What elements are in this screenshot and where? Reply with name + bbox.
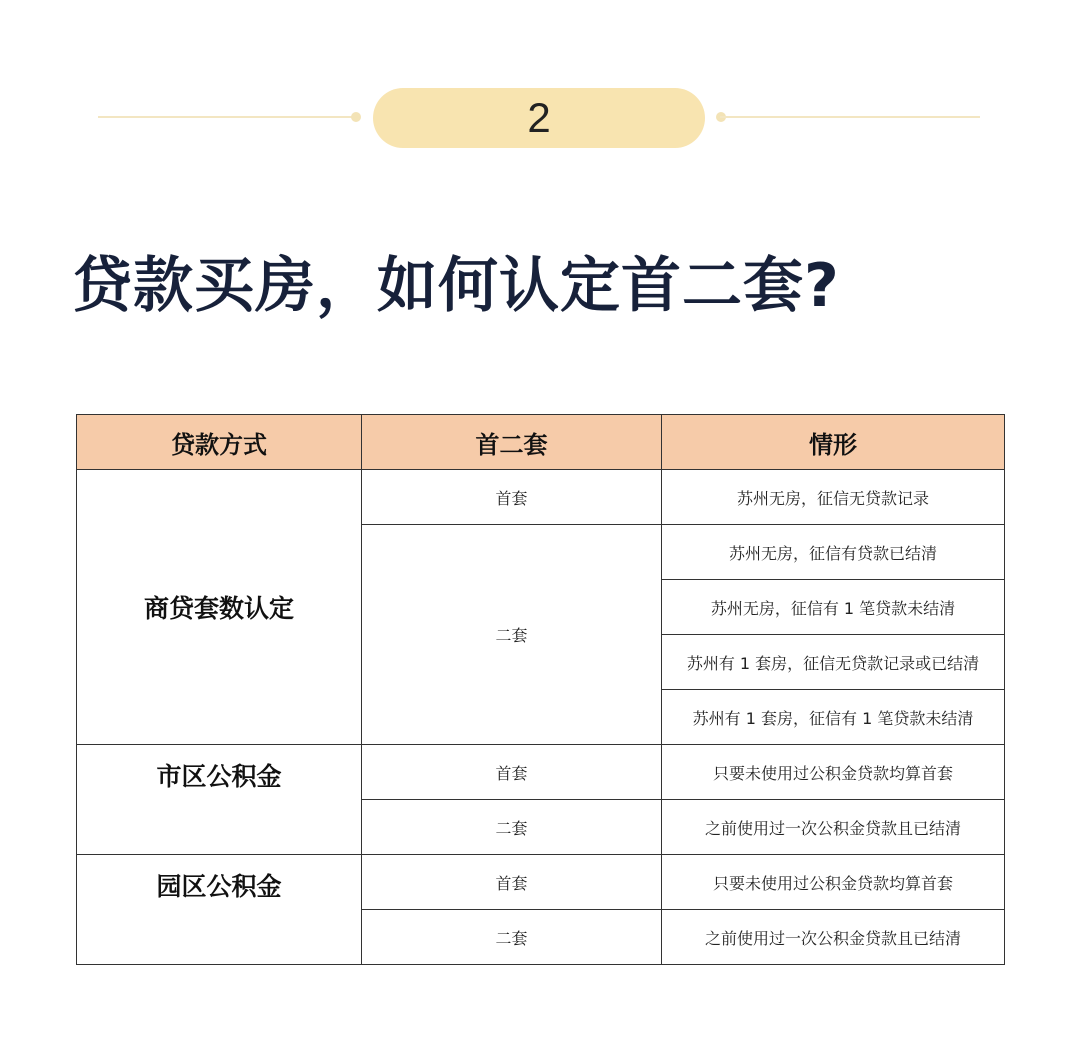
situation-cell: 苏州无房，征信有贷款已结清 xyxy=(662,525,1005,580)
header-home-count: 首二套 xyxy=(362,415,662,470)
loan-method-cell: 市区公积金 xyxy=(77,745,362,855)
situation-cell: 之前使用过一次公积金贷款且已结清 xyxy=(662,800,1005,855)
loan-method-cell: 园区公积金 xyxy=(77,855,362,965)
header-loan-method: 贷款方式 xyxy=(77,415,362,470)
home-count-cell: 首套 xyxy=(362,745,662,800)
table-row xyxy=(77,470,1005,525)
header-situation: 情形 xyxy=(662,415,1005,470)
table-header-row xyxy=(77,415,1005,470)
situation-cell: 苏州有 1 套房，征信无贷款记录或已结清 xyxy=(662,635,1005,690)
home-count-cell: 首套 xyxy=(362,470,662,525)
situation-cell: 苏州无房，征信有 1 笔贷款未结清 xyxy=(662,580,1005,635)
situation-cell: 只要未使用过公积金贷款均算首套 xyxy=(662,855,1005,910)
home-count-cell: 二套 xyxy=(362,800,662,855)
table-row xyxy=(77,855,1005,910)
loan-rules-table xyxy=(76,414,1005,965)
situation-cell: 苏州有 1 套房，征信有 1 笔贷款未结清 xyxy=(662,690,1005,745)
page-title: 贷款买房，如何认定首二套? xyxy=(72,251,840,321)
divider-line-right xyxy=(720,116,980,118)
situation-cell: 只要未使用过公积金贷款均算首套 xyxy=(662,745,1005,800)
situation-cell: 之前使用过一次公积金贷款且已结清 xyxy=(662,910,1005,965)
loan-method-cell: 商贷套数认定 xyxy=(77,470,362,745)
table-row xyxy=(77,745,1005,800)
section-number-badge: 2 xyxy=(373,88,705,148)
home-count-cell: 首套 xyxy=(362,855,662,910)
divider-line-left xyxy=(98,116,356,118)
divider-dot-left xyxy=(351,112,361,122)
situation-cell: 苏州无房，征信无贷款记录 xyxy=(662,470,1005,525)
home-count-cell: 二套 xyxy=(362,910,662,965)
home-count-cell: 二套 xyxy=(362,525,662,745)
